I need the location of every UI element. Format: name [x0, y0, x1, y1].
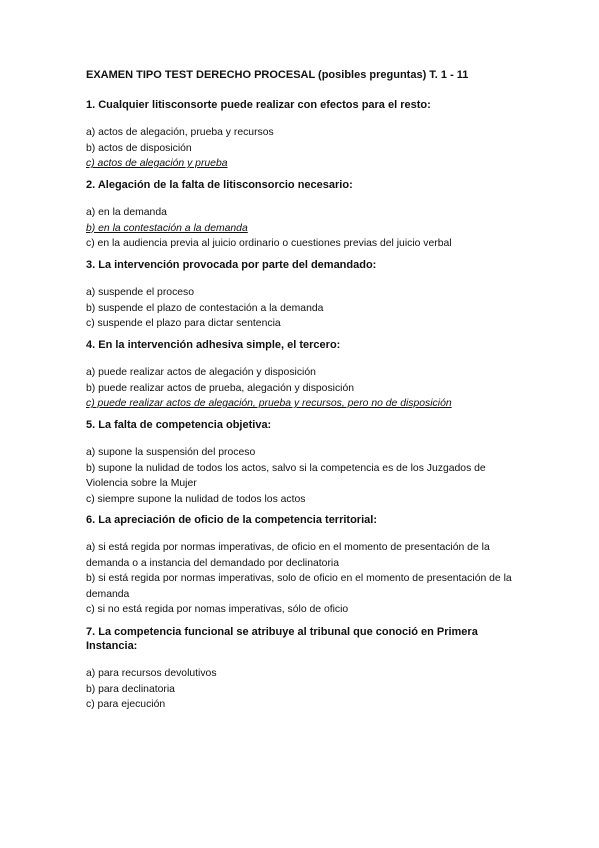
- question-1: [86, 98, 516, 172]
- answer-options: [86, 205, 516, 252]
- document-title: EXAMEN TIPO TEST DERECHO PROCESAL (posibles preguntas) T. 1 - 11: [86, 69, 469, 81]
- question-7: [86, 625, 516, 713]
- answer-option-c: c) si no está regida por nomas imperativas, sólo de oficio: [86, 604, 349, 616]
- answer-options: [86, 445, 516, 507]
- answer-option-b-correct: b) en la contestación a la demanda: [86, 222, 248, 234]
- question-4: [86, 338, 516, 412]
- answer-option-b: b) actos de disposición: [86, 142, 192, 154]
- question-text: 5. La falta de competencia objetiva:: [86, 419, 272, 431]
- answer-option-c-correct: c) actos de alegación y prueba: [86, 158, 228, 170]
- answer-option-c-correct: c) puede realizar actos de alegación, prueba y recursos, pero no de disposición: [86, 398, 452, 410]
- question-3: [86, 258, 516, 332]
- answer-option-a: a) si está regida por normas imperativas, de oficio en el momento de presentación de la demanda o a instancia del demandado por declinatoria: [86, 542, 490, 569]
- answer-option-c: c) siempre supone la nulidad de todos los actos: [86, 493, 306, 505]
- answer-option-a: a) para recursos devolutivos: [86, 668, 217, 679]
- answer-option-a: a) actos de alegación, prueba y recursos: [86, 127, 274, 138]
- answer-options: [86, 540, 516, 618]
- question-5: [86, 418, 516, 507]
- question-2: [86, 178, 516, 252]
- question-6: [86, 513, 516, 618]
- question-text: 1. Cualquier litisconsorte puede realizar con efectos para el resto:: [86, 99, 431, 111]
- answer-option-c: c) en la audiencia previa al juicio ordinario o cuestiones previas del juicio verbal: [86, 238, 452, 250]
- answer-option-b: b) para declinatoria: [86, 683, 175, 695]
- answer-option-a: a) supone la suspensión del proceso: [86, 447, 256, 458]
- answer-option-b: b) si está regida por normas imperativas, solo de oficio en el momento de presentación de la demanda: [86, 573, 512, 600]
- answer-options: [86, 666, 516, 713]
- answer-options: [86, 365, 516, 412]
- question-text: 6. La apreciación de oficio de la competencia territorial:: [86, 514, 377, 526]
- answer-option-b: b) suspende el plazo de contestación a la demanda: [86, 302, 324, 314]
- answer-options: [86, 285, 516, 332]
- answer-option-a: a) en la demanda: [86, 207, 167, 218]
- answer-option-c: c) para ejecución: [86, 699, 166, 711]
- answer-option-b: b) supone la nulidad de todos los actos, salvo si la competencia es de los Juzgados de Violencia sobre la Mujer: [86, 462, 486, 490]
- answer-option-a: a) puede realizar actos de alegación y disposición: [86, 367, 316, 378]
- question-text: 7. La competencia funcional se atribuye al tribunal que conoció en Primera Instancia:: [86, 626, 478, 652]
- question-text: 3. La intervención provocada por parte del demandado:: [86, 259, 377, 271]
- answer-option-a: a) suspende el proceso: [86, 287, 195, 298]
- question-text: 2. Alegación de la falta de litisconsorcio necesario:: [86, 179, 353, 191]
- answer-options: [86, 125, 516, 172]
- answer-option-b: b) puede realizar actos de prueba, alegación y disposición: [86, 382, 355, 394]
- question-text: 4. En la intervención adhesiva simple, el tercero:: [86, 339, 341, 351]
- answer-option-c: c) suspende el plazo para dictar sentencia: [86, 318, 281, 330]
